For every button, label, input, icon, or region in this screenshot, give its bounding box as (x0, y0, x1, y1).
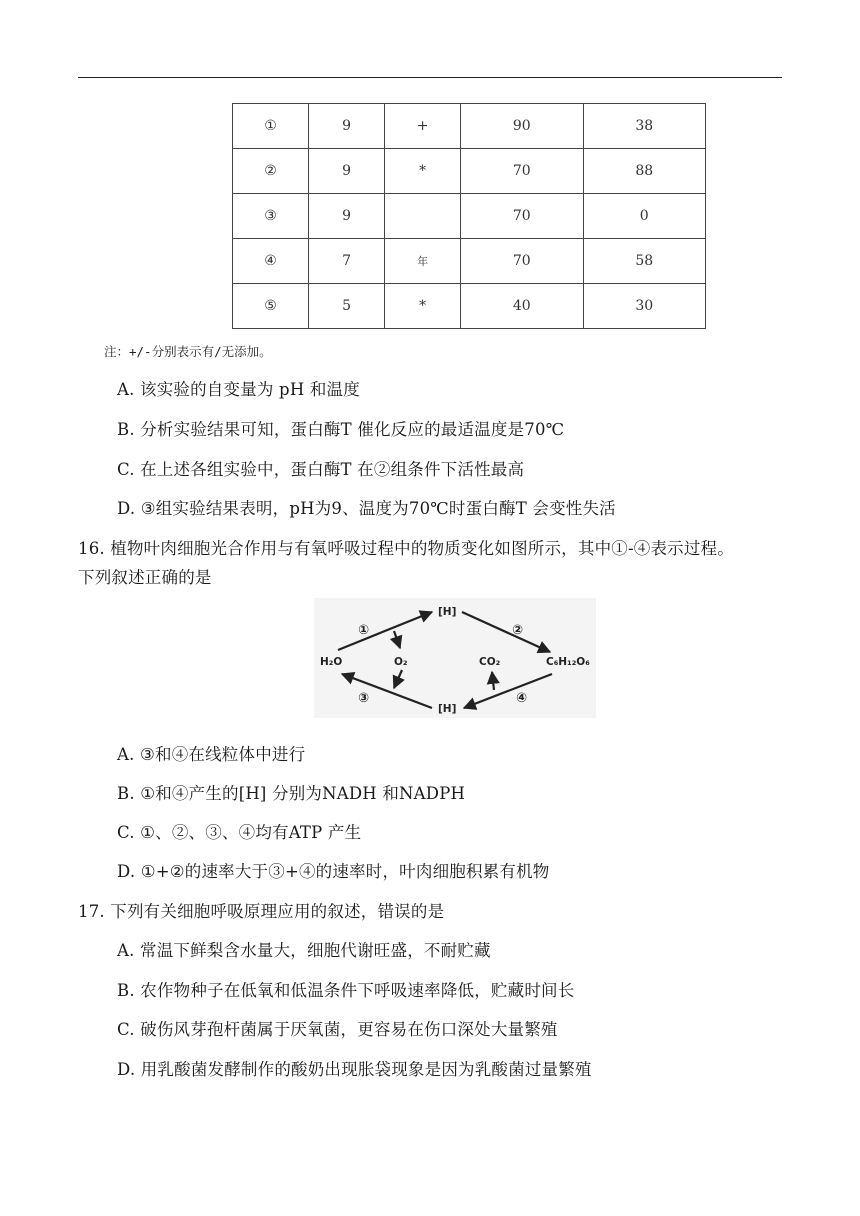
table-cell: 9 (309, 104, 385, 149)
table-cell: 0 (583, 194, 705, 239)
table-cell: ⑤ (233, 284, 309, 329)
h-top-label: [H] (438, 606, 457, 618)
table-cell: * (385, 284, 461, 329)
table-row (233, 104, 706, 149)
table-cell: ③ (233, 194, 309, 239)
co2-label: CO₂ (479, 656, 501, 668)
arrow-h2o-to-h (338, 612, 432, 650)
table-cell: ④ (233, 239, 309, 284)
arrow-h-to-h2o (342, 674, 432, 708)
table-cell: ① (233, 104, 309, 149)
table-cell: 40 (461, 284, 583, 329)
table-cell: 70 (461, 149, 583, 194)
q17-option-d: D. 用乳酸菌发酵制作的酸奶出现胀袋现象是因为乳酸菌过量繁殖 (117, 1060, 592, 1079)
q15-option-c: C. 在上述各组实验中，蛋白酶T 在②组条件下活性最高 (117, 460, 525, 479)
table-cell: 70 (461, 194, 583, 239)
process-diagram-svg (314, 598, 596, 718)
q17-option-b: B. 农作物种子在低氧和低温条件下呼吸速率降低，贮藏时间长 (117, 981, 575, 1000)
table-cell: 58 (583, 239, 705, 284)
q17-option-c: C. 破伤风芽孢杆菌属于厌氧菌，更容易在伤口深处大量繁殖 (117, 1020, 558, 1039)
h2o-label: H₂O (320, 656, 343, 668)
table-cell: 30 (583, 284, 705, 329)
arrow-o2-down (394, 670, 402, 688)
table-cell: 7 (309, 239, 385, 284)
h-bottom-label: [H] (438, 703, 457, 715)
table-row (233, 239, 706, 284)
table-cell: 9 (309, 149, 385, 194)
step3-label: ③ (358, 691, 370, 706)
q16-option-d: D. ①+②的速率大于③+④的速率时，叶肉细胞积累有机物 (117, 862, 550, 881)
step1-label: ① (358, 623, 370, 638)
q16-option-b: B. ①和④产生的[H] 分别为NADH 和NADPH (117, 784, 466, 803)
step4-label: ④ (516, 691, 528, 706)
header-rule (78, 77, 782, 78)
q15-option-b: B. 分析实验结果可知，蛋白酶T 催化反应的最适温度是70℃ (117, 420, 565, 439)
q16-option-c: C. ①、②、③、④均有ATP 产生 (117, 823, 362, 842)
table-cell: 9 (309, 194, 385, 239)
q17-option-a: A. 常温下鲜梨含水量大，细胞代谢旺盛，不耐贮藏 (117, 941, 491, 960)
glucose-label: C₆H₁₂O₆ (546, 656, 590, 668)
table-cell: 年 (385, 239, 461, 284)
arrow-to-co2 (492, 672, 494, 690)
arrow-to-o2 (394, 631, 400, 648)
table-cell: 70 (461, 239, 583, 284)
q16-stem-line1: 16. 植物叶肉细胞光合作用与有氧呼吸过程中的物质变化如图所示，其中①-④表示过程。 (78, 539, 734, 558)
table-cell: 88 (583, 149, 705, 194)
experiment-table (232, 103, 706, 329)
table-cell: 90 (461, 104, 583, 149)
table-cell: ② (233, 149, 309, 194)
o2-label: O₂ (394, 656, 408, 668)
table-cell: 5 (309, 284, 385, 329)
q16-option-a: A. ③和④在线粒体中进行 (117, 745, 306, 764)
q16-stem-line2: 下列叙述正确的是 (78, 568, 212, 587)
arrow-h-to-glucose (462, 612, 550, 652)
table-row (233, 284, 706, 329)
table-cell: + (385, 104, 461, 149)
table-cell: 38 (583, 104, 705, 149)
table-cell (385, 194, 461, 239)
process-diagram (314, 598, 596, 718)
q15-option-a: A. 该实验的自变量为 pH 和温度 (117, 380, 360, 399)
q17-stem: 17. 下列有关细胞呼吸原理应用的叙述，错误的是 (78, 902, 445, 921)
arrow-glucose-to-h (464, 674, 552, 708)
table-row (233, 149, 706, 194)
table-note: 注：+/-分别表示有/无添加。 (104, 344, 272, 359)
table-cell: * (385, 149, 461, 194)
q15-option-d: D. ③组实验结果表明，pH为9、温度为70℃时蛋白酶T 会变性失活 (117, 499, 616, 518)
step2-label: ② (512, 623, 524, 638)
table-row (233, 194, 706, 239)
